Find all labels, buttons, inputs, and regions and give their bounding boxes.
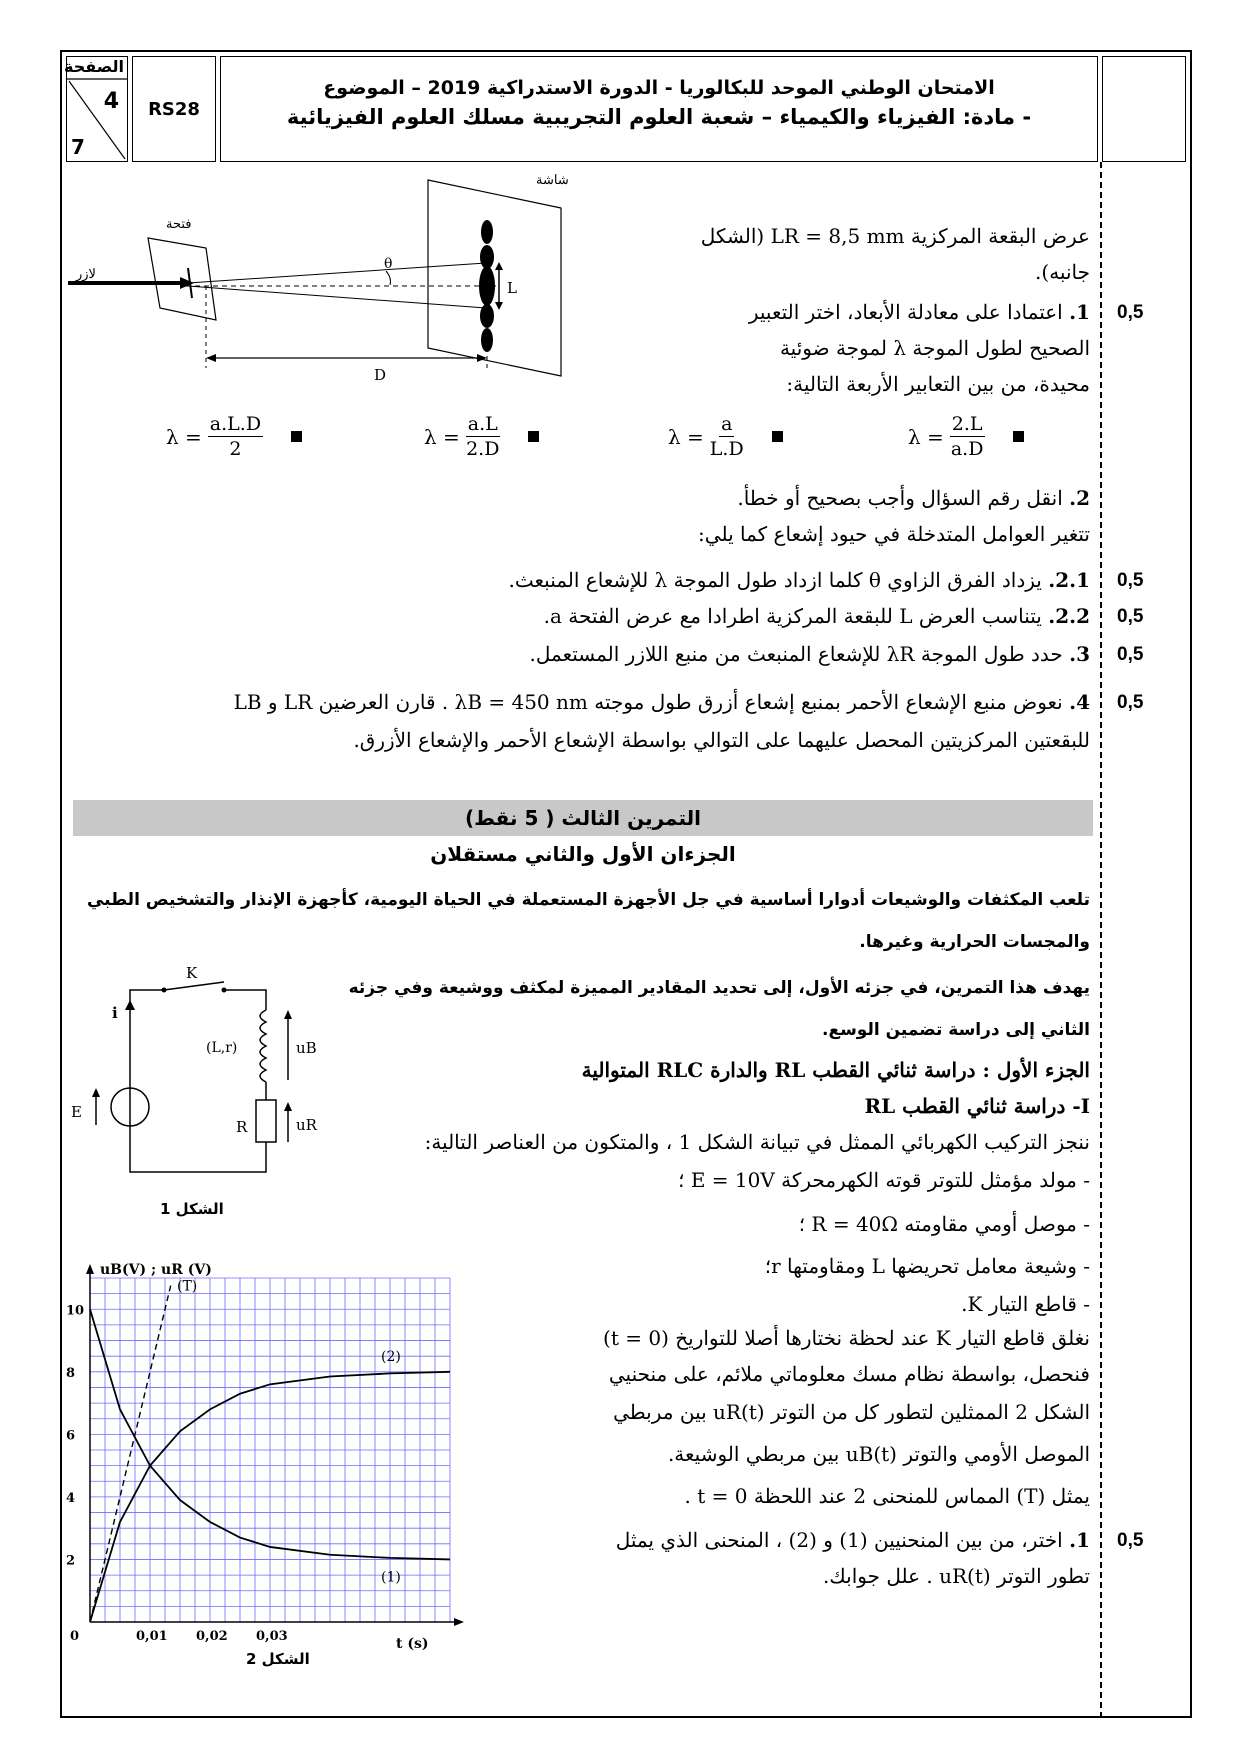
q3-number: 3. — [1069, 642, 1090, 666]
question-2-1 — [140, 564, 1090, 597]
part1-title: الجزء الأول : دراسة ثنائي القطب RL والدارة RLC المتوالية — [581, 1058, 1090, 1082]
item-coil: - وشيعة معامل تحريضها L ومقاومتها r؛ — [764, 1254, 1090, 1278]
question-3 — [140, 638, 1090, 671]
y-tick-label: 2 — [66, 1553, 76, 1569]
q21-number: 2.1. — [1048, 568, 1090, 592]
fig2-caption: الشكل 2 — [246, 1650, 310, 1668]
diffraction-figure — [66, 168, 626, 388]
option-a — [908, 412, 1024, 461]
x-axis-label: t (s) — [396, 1636, 429, 1652]
spot-upper-2 — [481, 220, 493, 244]
ex3-question-1 — [450, 1524, 1090, 1557]
option-c — [424, 412, 539, 461]
theta-arc — [386, 271, 391, 285]
ex3-intro-line-1: تلعب المكثفات والوشيعات أدوارا أساسية في جل الأجهزة المستعملة في الحياة اليومية، كأجهزة الإنذار والتشخيص الطبي — [86, 890, 1090, 910]
R-label: R — [236, 1118, 248, 1136]
uB-arrowhead — [284, 1010, 292, 1019]
item-resistor: - موصل أومي مقاومته R = 40Ω ؛ — [798, 1212, 1090, 1236]
E-label: E — [71, 1103, 82, 1121]
option-d-fraction — [208, 412, 263, 461]
option-c-lhs: λ = — [424, 424, 460, 449]
laser-label: لازر — [76, 267, 96, 282]
tangent-line — [90, 1284, 171, 1622]
distance-arrow-right — [477, 354, 487, 362]
question-2 — [140, 482, 1090, 515]
option-a-bullet — [1013, 431, 1024, 442]
item-switch: - قاطع التيار K. — [961, 1292, 1090, 1316]
uR-label: uR — [296, 1116, 317, 1134]
option-d-den: 2 — [229, 438, 242, 460]
graph-figure — [66, 1262, 466, 1652]
section1-title: I- دراسة ثنائي القطب RL — [864, 1094, 1090, 1118]
ex3-aim-line-2: الثاني إلى دراسة تضمين الوسع. — [822, 1020, 1090, 1040]
ray-lower — [188, 286, 486, 308]
option-d-bullet — [291, 431, 302, 442]
intro-line-1: عرض البقعة المركزية LR = 8,5 mm (الشكل — [700, 224, 1090, 248]
fig1-caption: الشكل 1 — [160, 1200, 224, 1218]
x-tick-label: 0,02 — [196, 1629, 228, 1644]
intro-line-2: جانبه). — [1035, 260, 1090, 284]
q2-number: 2. — [1069, 486, 1090, 510]
close-line-1: نغلق قاطع التيار K عند لحظة نختارها أصلا للتواريخ (t = 0) — [603, 1326, 1090, 1350]
mark-q22: 0,5 — [1117, 606, 1144, 627]
option-b — [668, 412, 783, 461]
q3-text: حدد طول الموجة λR للإشعاع المنبعث من منبع اللازر المستعمل. — [529, 642, 1063, 666]
ex3-intro-line-2: والمجسات الحرارية وغيرها. — [859, 932, 1090, 952]
option-b-den: L.D — [709, 438, 744, 460]
option-b-num: a — [721, 413, 733, 435]
E-arrowhead — [92, 1088, 100, 1097]
mark-column-divider — [1100, 162, 1102, 1718]
q4-line-1: نعوض منبع الإشعاع الأحمر بمنبع إشعاع أزرق طول موجته λB = 450 nm . قارن العرضين LR و LB — [233, 690, 1063, 714]
y-axis-arrow — [86, 1264, 94, 1274]
theta-label: θ — [384, 256, 393, 272]
title-line-2: - مادة: الفيزياء والكيمياء – شعبة العلوم التجريبية مسلك العلوم الفيزيائية — [286, 105, 1032, 129]
y-tick-label: 10 — [66, 1303, 85, 1319]
option-d — [166, 412, 302, 461]
tangent-label: (T) — [177, 1278, 198, 1295]
distance-arrow-left — [206, 354, 216, 362]
central-spot — [479, 266, 495, 306]
y-tick-label: 6 — [66, 1428, 76, 1444]
curve-2-label: (2) — [381, 1348, 401, 1365]
x-tick-label: 0 — [70, 1629, 80, 1644]
q1-line-1: اعتمادا على معادلة الأبعاد، اختر التعبير — [748, 300, 1063, 324]
screen-label: شاشة — [536, 173, 569, 188]
switch-blade — [164, 982, 224, 990]
resistor — [256, 1100, 276, 1142]
question-2-2 — [140, 600, 1090, 633]
q1-line-3: محيدة، من بين التعابير الأربعة التالية: — [786, 372, 1090, 396]
option-c-fraction — [466, 412, 500, 461]
q22-number: 2.2. — [1048, 604, 1090, 628]
i-label: i — [112, 1004, 118, 1022]
uB-label: uB — [296, 1039, 317, 1057]
option-c-bullet — [528, 431, 539, 442]
screen-plate — [428, 180, 561, 376]
page-label: الصفحة — [63, 57, 124, 76]
page-number: 4 — [103, 89, 119, 114]
item-generator: - مولد مؤمثل للتوتر قوته الكهرمحركة E = 10V ؛ — [678, 1168, 1090, 1192]
uR-arrowhead — [284, 1102, 292, 1111]
setup-text: ننجز التركيب الكهربائي الممثل في تبيانة الشكل 1 ، والمتكون من العناصر التالية: — [424, 1130, 1090, 1154]
x-tick-label: 0,01 — [136, 1629, 168, 1644]
ex3-q1-number: 1. — [1069, 1528, 1090, 1552]
tangent-text: يمثل (T) المماس للمنحنى 2 عند اللحظة t = 0 . — [684, 1484, 1090, 1508]
coil-label: (L,r) — [206, 1040, 238, 1056]
mark-q21: 0,5 — [1117, 570, 1144, 591]
q22-text: يتناسب العرض L للبقعة المركزية اطرادا مع عرض الفتحة a. — [543, 604, 1042, 628]
mark-q3: 0,5 — [1117, 644, 1144, 665]
option-c-num: a.L — [467, 413, 498, 435]
circuit-figure — [66, 960, 356, 1200]
spot-upper-1 — [480, 245, 494, 269]
exercise-3-banner: التمرين الثالث ( 5 نقط) — [73, 800, 1093, 836]
title-line-1: الامتحان الوطني الموحد للبكالوريا - الدورة الاستدراكية 2019 – الموضوع — [323, 77, 995, 99]
mark-q4: 0,5 — [1117, 692, 1144, 713]
option-b-bullet — [772, 431, 783, 442]
q1-number: 1. — [1069, 300, 1090, 324]
y-tick-label: 4 — [66, 1490, 76, 1506]
close-line-4: الموصل الأومي والتوتر uB(t) بين مربطي الوشيعة. — [667, 1442, 1090, 1466]
page-total: 7 — [71, 135, 85, 159]
ex3-q1-line-1: اختر، من بين المنحنيين (1) و (2) ، المنحنى الذي يمثل — [615, 1528, 1063, 1552]
option-a-num: 2.L — [951, 413, 983, 435]
spot-lower-1 — [480, 304, 494, 328]
exercise-3-subtitle: الجزءان الأول والثاني مستقلان — [430, 842, 736, 866]
q21-text: يزداد الفرق الزاوي θ كلما ازداد طول الموجة λ للإشعاع المنبعث. — [508, 568, 1042, 592]
option-d-num: a.L.D — [209, 413, 262, 435]
ex3-q1-line-2: تطور التوتر uR(t) . علل جوابك. — [822, 1564, 1090, 1588]
K-label: K — [186, 964, 198, 982]
coil — [260, 1010, 266, 1082]
close-line-2: فنحصل، بواسطة نظام مسك معلوماتي ملائم، على منحنيي — [608, 1362, 1090, 1386]
option-b-fraction — [710, 412, 744, 461]
close-line-3: الشكل 2 الممثلين لتطور كل من التوتر uR(t) بين مربطي — [613, 1400, 1090, 1424]
mark-q1: 0,5 — [1117, 302, 1144, 323]
width-arrow-bottom — [495, 302, 503, 310]
x-tick-label: 0,03 — [256, 1629, 288, 1644]
option-b-lhs: λ = — [668, 424, 704, 449]
option-d-lhs: λ = — [166, 424, 202, 449]
exam-code-text: RS28 — [148, 98, 200, 120]
ex3-aim-line-1: يهدف هذا التمرين، في جزئه الأول، إلى تحديد المقادير المميزة لمكثف ووشيعة وفي جزئه — [348, 978, 1090, 998]
width-arrow-top — [495, 262, 503, 270]
L-label: L — [507, 279, 517, 297]
q4-number: 4. — [1069, 690, 1090, 714]
mark-ex3-q1: 0,5 — [1117, 1530, 1144, 1551]
x-axis-arrow — [454, 1618, 464, 1626]
q1-line-2: الصحيح لطول الموجة λ لموجة ضوئية — [779, 336, 1090, 360]
switch-pivot — [162, 988, 167, 993]
question-1 — [630, 296, 1090, 329]
q2-intro: تتغير العوامل المتدخلة في حيود إشعاع كما يلي: — [698, 522, 1090, 546]
option-a-fraction — [950, 412, 985, 461]
page-number-box — [63, 56, 128, 162]
option-a-den: a.D — [950, 438, 984, 460]
question-4 — [110, 686, 1090, 719]
option-c-den: 2.D — [466, 438, 500, 460]
y-tick-label: 8 — [66, 1365, 76, 1381]
exam-code — [132, 56, 216, 162]
exam-title — [220, 56, 1098, 162]
wire-top-right — [224, 990, 266, 1010]
current-arrowhead — [125, 1000, 135, 1010]
ray-upper — [188, 263, 486, 283]
q4-line-2: للبقعتين المركزيتين المحصل عليهما على التوالي بواسطة الإشعاع الأحمر والإشعاع الأزرق. — [353, 728, 1090, 752]
slit-label: فتحة — [166, 217, 192, 232]
q2-text: انقل رقم السؤال وأجب بصحيح أو خطأ. — [737, 486, 1063, 510]
option-a-lhs: λ = — [908, 424, 944, 449]
curve-1-label: (1) — [381, 1569, 401, 1586]
D-label: D — [374, 366, 387, 384]
y-axis-label: uB(V) ; uR (V) — [100, 1262, 212, 1278]
wire-left-top — [130, 990, 164, 1088]
blank-corner-box — [1102, 56, 1186, 162]
